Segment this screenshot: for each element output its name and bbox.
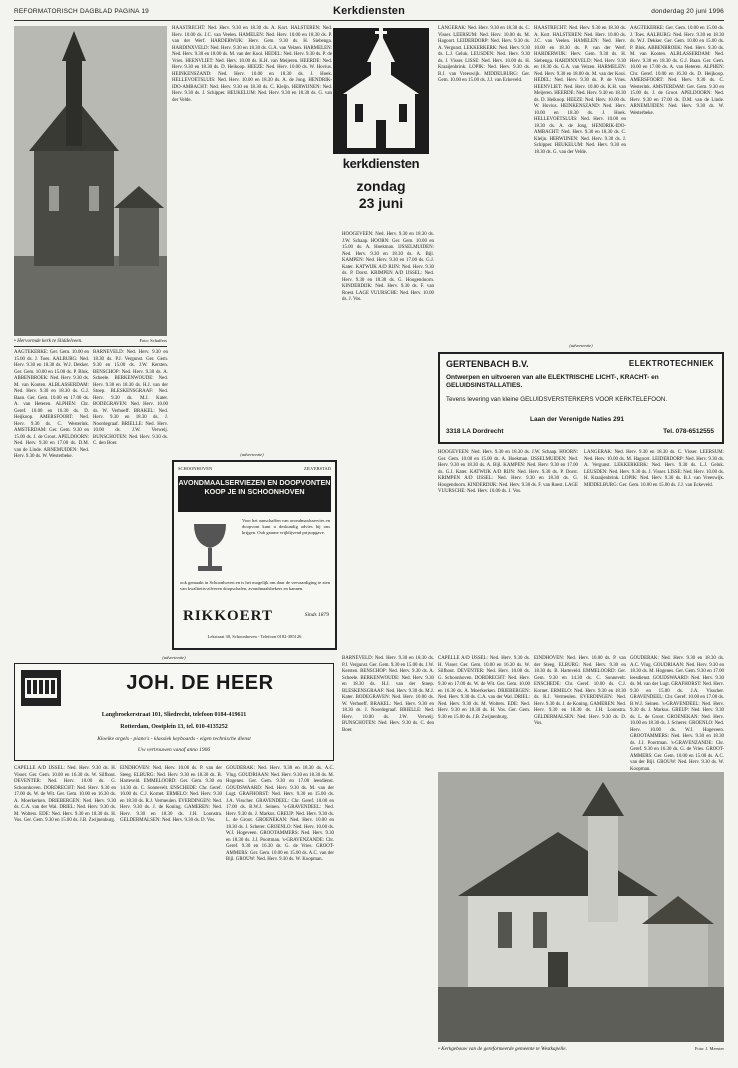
church-photo-top (14, 26, 167, 336)
photo-caption-bottom: • Kerkgebouw van de gereformeerde gemeente te Westkapelle. (438, 1046, 567, 1052)
ad-heer-line4: Uw vertrouwen vanaf anno 1906 (137, 747, 211, 753)
piano-icon (21, 670, 61, 706)
church-photo-bottom (438, 772, 724, 1042)
text-column-13: BARNEVELD: Ned. Herv. 9.30 en 18.30 ds. P.J. Vergunst. Ger. Gem. 9.30 en 15.00 ds. J.W. Kersten. BENSCHOP: Ned. Herv. 9.30 ds. A. Scheele. BERKENWOUDE: Ned. Herv. 9.30 en 18.30 ds. H.J. van der Stoep. BLESKENSGRAAF: Ned. Herv. 9.30 ds. M.J. Kater. BODEGRAVEN: Ned. Herv. 10.00 ds. W. Verhoeff. BRAKEL: Ned. Herv. 9.30 en 18.30 ds. J. Noordegraaf. BRIELLE: Ned. Herv. 10.00 ds. J.W. Verweij. BUNSCHOTEN: Ned. Herv. 9.30 ds. C. den Boer. (342, 656, 435, 733)
banner-day: zondag (356, 178, 406, 194)
photo-credit-top: Foto: Schaffers (139, 338, 167, 343)
ad-gertenbach-desc1: Ontwerpen en uitvoeren van alle ELEKTRISCHE LICHT-, KRACHT- en GELUIDSINSTALLATIES. (446, 374, 659, 389)
text-column-7: HOOGEVEEN: Ned. Herv. 9.30 en 18.30 ds. J.W. Schaap. HOORN: Ger. Gem. 10.00 en 15.00 ds. A. Hoekman. IJSSELMUIDEN: Ned. Herv. 9.30 en 18.30 ds. A. Bijl. KAMPEN: Ned. Herv. 9.30 en 17.00 ds. G.J. Kater. KATWIJK A/D RIJN: Ned. Herv. 9.30 ds. P. Dorst. KRIMPEN A/D IJSSEL: Ned. Herv. 9.30 en 18.30 ds. G. Hoogendoorn. KINDERDIJK: Ned. Herv. 9.30 ds. F. van Roest. LAGE VUURSCHE: Ned. Herv. 10.00 ds. J. Vos. (342, 232, 434, 302)
text-column-15: EINDHOVEN: Ned. Herv. 10.00 ds. P. van der Steeg. ELBURG: Ned. Herv. 9.30 en 18.30 ds. B. Harteveld. EMMELOORD: Ger. Gem. 9.30 en 14.30 ds. C. Sonnevelt. ENSCHEDE: Chr. Geref. 10.00 ds. C.J. Kornet. ERMELO: Ned. Herv. 9.30 en 18.30 ds. R.J. Vermeulen. EVERDINGEN: Ned. Herv. 9.30 ds. J. de Koning. GAMEREN: Ned. Herv. 9.30 en 18.30 ds. J.H. Loonstra. GELDERMALSEN: Ned. Herv. 9.30 ds. D. Vos. (534, 656, 626, 726)
page-header (14, 5, 724, 19)
ad-rikkoert-headline: AVONDMAALSERVIEZEN EN DOOPVONTEN KOOP JE IN SCHOONHOVEN (178, 476, 331, 512)
ad-label-gertenbach: (advertentie) (569, 343, 593, 348)
kerkdiensten-banner (333, 28, 429, 228)
ad-rikkoert-town: SCHOONHOVEN (178, 466, 213, 471)
church-silhouette-icon (333, 28, 429, 154)
text-column-5: GOUDERAK: Ned. Herv. 9.30 en 18.30 ds. A.C. Vlug. GOUDRIAAN: Ned. Herv. 9.30 en 18.30 ds. M. Hogenes. Ger. Gem. 9.30 en 17.00 leesdienst. GOUDSWAARD: Ned. Herv. 9.30 ds. M. van der Lugt. GRAFHORST: Ned. Herv. 9.30 en 15.00 ds. J.A. Visscher. GRAVENDEEL: Chr. Geref. 10.00 en 17.00 ds. B.W.J. Seinen. 's-GRAVENDEEL: Ned. Herv. 9.30 ds. J. Markus. GREUP: Ned. Herv. 9.30 ds. L. de Groot. GROENEKAN: Ned. Herv. 10.00 en 18.30 ds. J. Scherer. GROENLO: Ned. Herv. 10.00 ds. W.J. Hogeveen. GROOTAMMERS: Ned. Herv. 9.30 en 18.30 ds. J.J. Poortman. 's-GRAVENZANDE: Chr. Geref. 9.30 en 16.30 ds. G. de Vries. GROOT-AMMERS: Ger. Gem. 10.00 en 15.00 ds. A.C. van der Bijl. GROUW: Ned. Herv. 9.30 ds. W. Koopman. (226, 766, 334, 862)
text-column-10: AAGTEKERKE: Ger. Gem. 10.00 en 15.00 ds. J. Toes. AALBURG: Ned. Herv. 9.30 en 18.30 ds. W.J. Dekker. Ger. Gem. 10.00 en 15.00 ds. P. Blok. ABBENBROEK: Ned. Herv. 9.30 ds. M. van Kooten. ALBLASSERDAM: Ned. Herv. 9.30 en 18.30 ds. G.J. Baan. Ger. Gem. 10.00 en 17.00 ds. A. van Heteren. ALPHEN: Chr. Geref. 10.00 en 16.30 ds. D. Heijkoop. AMERSFOORT: Ned. Herv. 9.30 ds. C. Westerink. AMSTERDAM: Ger. Gem. 9.30 en 15.00 ds. J. de Groot. APELDOORN: Ned. Herv. 9.30 en 17.00 ds. D.M. van de Linde. ARNEMUIDEN: Ned. Herv. 9.30 ds. W. Westerbeke. (630, 26, 724, 116)
ad-gertenbach-address: Laan der Verenigde Naties 291 (530, 416, 624, 423)
page-date: donderdag 20 juni 1996 (651, 8, 724, 15)
ad-rikkoert-body-left: ook gemaakt in Schoonhoven en is het mogelijk om daar de vervaardiging te zien van kwaliteits-zilveren doopschalen, avondmaalsbekers en kannen. (180, 580, 330, 591)
newspaper-page-label: REFORMATORISCH DAGBLAD PAGINA 19 (14, 8, 149, 15)
ad-rikkoert-since: Sinds 1879 (304, 612, 329, 618)
ad-heer-line1: Langbroekerstraat 101, Sliedrecht, telefoon 0184-419611 (101, 712, 247, 718)
photo-rule (14, 346, 167, 347)
ad-label-heer: (advertentie) (162, 655, 186, 660)
ad-joh-de-heer[interactable] (14, 663, 334, 761)
ad-gertenbach-type: ELEKTROTECHNIEK (628, 359, 714, 368)
banner-title: kerkdiensten (342, 156, 420, 171)
photo-caption-top: • Hervormde kerk te Sliddelveen. (14, 338, 83, 344)
chalice-icon (180, 518, 240, 578)
ad-heer-name: JOH. DE HEER (126, 672, 274, 694)
ad-gertenbach[interactable] (438, 352, 724, 444)
ad-gertenbach-tel: Tel. 078-6512555 (663, 428, 714, 435)
ad-rikkoert-footer: Lekstraat 30, Schoonhoven - Telefoon 0182-385126 (207, 634, 302, 639)
ad-heer-line2: Rotterdam, Oostplein 13, tel. 010-4135252 (120, 724, 228, 730)
ad-heer-line3: Kloeike orgels - piano's - klassiek keyboards - eigen technische dienst (97, 736, 251, 742)
page-title: Kerkdiensten (332, 5, 406, 17)
text-column-4: EINDHOVEN: Ned. Herv. 10.00 ds. P. van der Steeg. ELBURG: Ned. Herv. 9.30 en 18.30 ds. B. Harteveld. EMMELOORD: Ger. Gem. 9.30 en 14.30 ds. C. Sonnevelt. ENSCHEDE: Chr. Geref. 10.00 ds. C.J. Kornet. ERMELO: Ned. Herv. 9.30 en 18.30 ds. R.J. Vermeulen. EVERDINGEN: Ned. Herv. 9.30 ds. J. de Koning. GAMEREN: Ned. Herv. 9.30 en 18.30 ds. J.H. Loonstra. GELDERMALSEN: Ned. Herv. 9.30 ds. D. Vos. (120, 766, 222, 823)
ad-rikkoert-brand: RIKKOERT (183, 608, 273, 624)
ad-label-rikkoert: (advertentie) (240, 452, 264, 457)
ad-rikkoert[interactable] (172, 460, 337, 650)
header-rule (14, 20, 724, 21)
ad-gertenbach-city: 3318 LA Dordrecht (446, 428, 504, 435)
ad-rikkoert-tagline: ZILVERSTAD (304, 466, 331, 471)
text-column-2: BARNEVELD: Ned. Herv. 9.30 en 18.30 ds. P.J. Vergunst. Ger. Gem. 9.30 en 15.00 ds. J.W. Kersten. BENSCHOP: Ned. Herv. 9.30 ds. A. Scheele. BERKENWOUDE: Ned. Herv. 9.30 en 18.30 ds. H.J. van der Stoep. BLESKENSGRAAF: Ned. Herv. 9.30 ds. M.J. Kater. BODEGRAVEN: Ned. Herv. 10.00 ds. W. Verhoeff. BRAKEL: Ned. Herv. 9.30 en 18.30 ds. J. Noordegraaf. BRIELLE: Ned. Herv. 10.00 ds. J.W. Verweij. BUNSCHOTEN: Ned. Herv. 9.30 ds. C. den Boer. (93, 350, 168, 446)
ad-gertenbach-desc2: Tevens levering van kleine GELUIDSVERSTERKERS VOOR KERKTELEFOON. (446, 396, 668, 403)
text-column-3: CAPELLE A/D IJSSEL: Ned. Herv. 9.30 ds. H. Visser. Ger. Gem. 10.00 en 16.30 ds. W. Silfhout. DEVENTER: Ned. Herv. 10.00 ds. G. Schoonhoven. DORDRECHT: Ned. Herv. 9.30 en 17.00 ds. W. de Wit. Ger. Gem. 10.00 en 16.30 ds. A. Moerkerken. DRIEBERGEN: Ned. Herv. 9.30 ds. C.A. van der Wal. DRIEL: Ned. Herv. 9.30 ds. M. Wolters. EDE: Ned. Herv. 9.30 en 18.30 ds. H. Vos. Ger. Gem. 9.30 en 15.00 ds. J.B. Zwijnenburg. (14, 766, 116, 823)
text-column-8: LANGERAK: Ned. Herv. 9.30 en 18.30 ds. C. Visser. LEERSUM: Ned. Herv. 10.00 ds. M. Hagoort. LEIDERDORP: Ned. Herv. 9.30 ds. A. Vergunst. LEKKERKERK: Ned. Herv. 9.30 ds. L.J. Geluk. LEUSDEN: Ned. Herv. 9.30 ds. J. Visser. LISSE: Ned. Herv. 10.00 ds. H. Kraaijenbrink. LOPIK: Ned. Herv. 9.30 ds. B.J. van Vreeswijk. MIDDELBURG: Ger. Gem. 10.00 en 15.00 ds. J.J. van Eckeveld. (438, 26, 530, 83)
text-column-6: HAASTRECHT: Ned. Herv. 9.30 en 18.30 ds. A. Kort. HALSTEREN: Ned. Herv. 10.00 ds. J.C. van Veelen. HAMELEN: Ned. Herv. 10.00 en 18.30 ds. P. van der Werf. HARDERWIJK: Herv. Gem. 9.30 ds. H. Siebenga. HARDINXVELD: Ned. Herv. 9.30 en 18.30 ds. G.A. van Velzen. HARMELEN: Ned. Herv. 9.30 en 18.00 ds. M. van der Kooi. HEDEL: Ned. Herv. 9.30 ds. P. de Vries. HEENVLIET: Ned. Herv. 10.00 ds. K.H. van Meijeren. HEERDE: Ned. Herv. 9.30 en 18.30 ds. D. Heikoop. HEEZE: Ned. Herv. 10.00 ds. W. Hovius. HEINKENSZAND: Ned. Herv. 10.00 en 18.30 ds. J. Hoek. HELLEVOETSLUIS: Ned. Herv. 10.00 en 18.30 ds. A. de Jong. HENDRIK-IDO-AMBACHT: Ned. Herv. 9.30 en 18.30 ds. C. Kleijn. HERWIJNEN: Ned. Herv. 9.30 ds. J. Schipper. HEUKELUM: Ned. Herv. 9.30 en 18.30 ds. G. van der Velde. (172, 26, 332, 103)
text-column-12: LANGERAK: Ned. Herv. 9.30 en 18.30 ds. C. Visser. LEERSUM: Ned. Herv. 10.00 ds. M. Hagoort. LEIDERDORP: Ned. Herv. 9.30 ds. A. Vergunst. LEKKERKERK: Ned. Herv. 9.30 ds. L.J. Geluk. LEUSDEN: Ned. Herv. 9.30 ds. J. Visser. LISSE: Ned. Herv. 10.00 ds. H. Kraaijenbrink. LOPIK: Ned. Herv. 9.30 ds. B.J. van Vreeswijk. MIDDELBURG: Ger. Gem. 10.00 en 15.00 ds. J.J. van Eckeveld. (584, 450, 724, 488)
text-column-11: HOOGEVEEN: Ned. Herv. 9.30 en 18.30 ds. J.W. Schaap. HOORN: Ger. Gem. 10.00 en 15.00 ds. A. Hoekman. IJSSELMUIDEN: Ned. Herv. 9.30 en 18.30 ds. A. Bijl. KAMPEN: Ned. Herv. 9.30 en 17.00 ds. G.J. Kater. KATWIJK A/D RIJN: Ned. Herv. 9.30 ds. P. Dorst. KRIMPEN A/D IJSSEL: Ned. Herv. 9.30 en 18.30 ds. G. Hoogendoorn. KINDERDIJK: Ned. Herv. 9.30 ds. F. van Roest. LAGE VUURSCHE: Ned. Herv. 10.00 ds. J. Vos. (438, 450, 578, 494)
text-column-16: GOUDERAK: Ned. Herv. 9.30 en 18.30 ds. A.C. Vlug. GOUDRIAAN: Ned. Herv. 9.30 en 18.30 ds. M. Hogenes. Ger. Gem. 9.30 en 17.00 leesdienst. GOUDSWAARD: Ned. Herv. 9.30 ds. M. van der Lugt. GRAFHORST: Ned. Herv. 9.30 en 15.00 ds. J.A. Visscher. GRAVENDEEL: Chr. Geref. 10.00 en 17.00 ds. B.W.J. Seinen. 's-GRAVENDEEL: Ned. Herv. 9.30 ds. J. Markus. GREUP: Ned. Herv. 9.30 ds. L. de Groot. GROENEKAN: Ned. Herv. 10.00 en 18.30 ds. J. Scherer. GROENLO: Ned. Herv. 10.00 ds. W.J. Hogeveen. GROOTAMMERS: Ned. Herv. 9.30 en 18.30 ds. J.J. Poortman. 's-GRAVENZANDE: Chr. Geref. 9.30 en 16.30 ds. G. de Vries. GROOT-AMMERS: Ger. Gem. 10.00 en 15.00 ds. A.C. van der Bijl. GROUW: Ned. Herv. 9.30 ds. W. Koopman. (630, 656, 724, 772)
ad-gertenbach-name: GERTENBACH B.V. (446, 359, 529, 369)
banner-date: 23 juni (358, 195, 404, 211)
text-column-1: AAGTEKERKE: Ger. Gem. 10.00 en 15.00 ds. J. Toes. AALBURG: Ned. Herv. 9.30 en 18.30 ds. W.J. Dekker. Ger. Gem. 10.00 en 15.00 ds. P. Blok. ABBENBROEK: Ned. Herv. 9.30 ds. M. van Kooten. ALBLASSERDAM: Ned. Herv. 9.30 en 18.30 ds. G.J. Baan. Ger. Gem. 10.00 en 17.00 ds. A. van Heteren. ALPHEN: Chr. Geref. 10.00 en 16.30 ds. D. Heijkoop. AMERSFOORT: Ned. Herv. 9.30 ds. C. Westerink. AMSTERDAM: Ger. Gem. 9.30 en 15.00 ds. J. de Groot. APELDOORN: Ned. Herv. 9.30 en 17.00 ds. D.M. van de Linde. ARNEMUIDEN: Ned. Herv. 9.30 ds. W. Westerbeke. (14, 350, 89, 459)
text-column-14: CAPELLE A/D IJSSEL: Ned. Herv. 9.30 ds. H. Visser. Ger. Gem. 10.00 en 16.30 ds. W. Silfhout. DEVENTER: Ned. Herv. 10.00 ds. G. Schoonhoven. DORDRECHT: Ned. Herv. 9.30 en 17.00 ds. W. de Wit. Ger. Gem. 10.00 en 16.30 ds. A. Moerkerken. DRIEBERGEN: Ned. Herv. 9.30 ds. C.A. van der Wal. DRIEL: Ned. Herv. 9.30 ds. M. Wolters. EDE: Ned. Herv. 9.30 en 18.30 ds. H. Vos. Ger. Gem. 9.30 en 15.00 ds. J.B. Zwijnenburg. (438, 656, 530, 720)
photo-credit-bottom: Foto: J. Meester (694, 1046, 724, 1051)
text-column-9: HAASTRECHT: Ned. Herv. 9.30 en 18.30 ds. A. Kort. HALSTEREN: Ned. Herv. 10.00 ds. J.C. van Veelen. HAMELEN: Ned. Herv. 10.00 en 18.30 ds. P. van der Werf. HARDERWIJK: Herv. Gem. 9.30 ds. H. Siebenga. HARDINXVELD: Ned. Herv. 9.30 en 18.30 ds. G.A. van Velzen. HARMELEN: Ned. Herv. 9.30 en 18.00 ds. M. van der Kooi. HEDEL: Ned. Herv. 9.30 ds. P. de Vries. HEENVLIET: Ned. Herv. 10.00 ds. K.H. van Meijeren. HEERDE: Ned. Herv. 9.30 en 18.30 ds. D. Heikoop. HEEZE: Ned. Herv. 10.00 ds. W. Hovius. HEINKENSZAND: Ned. Herv. 10.00 en 18.30 ds. J. Hoek. HELLEVOETSLUIS: Ned. Herv. 10.00 en 18.30 ds. A. de Jong. HENDRIK-IDO-AMBACHT: Ned. Herv. 9.30 en 18.30 ds. C. Kleijn. HERWIJNEN: Ned. Herv. 9.30 ds. J. Schipper. HEUKELUM: Ned. Herv. 9.30 en 18.30 ds. G. van der Velde. (534, 26, 626, 155)
ad-rikkoert-body-right: Voor het aanschaffen van avondmaalsservies en doopvont kunt u deskundig advies bij ons krijgen. Ook gaarne vrijblijvend prijsopgave. (242, 518, 330, 535)
